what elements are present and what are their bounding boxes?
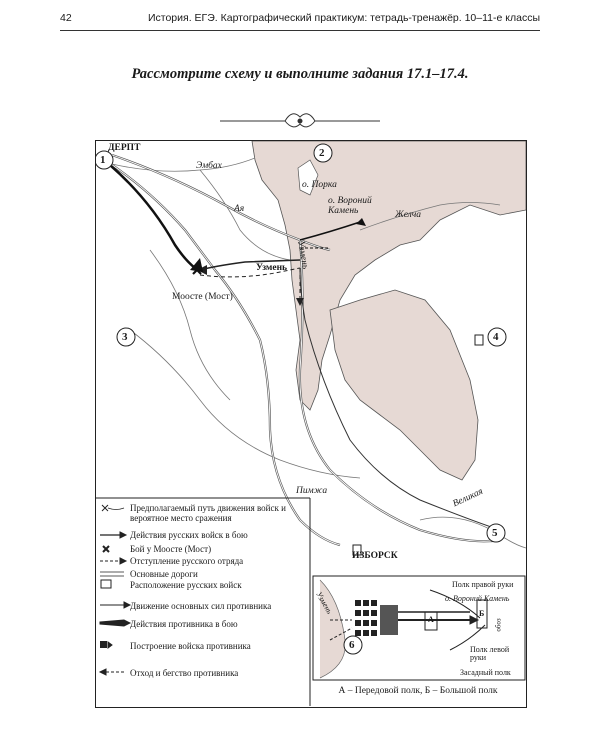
- label-dorpat: ДЕРПТ: [108, 143, 141, 153]
- inset-caption: А – Передовой полк, Б – Большой полк: [338, 686, 498, 696]
- legend-10: Отход и бегство противника: [130, 668, 239, 678]
- inset-voroniy: о. Вороний Камень: [445, 594, 510, 603]
- inset-b: Б: [479, 609, 485, 618]
- legend-3: Бой у Моосте (Мост): [130, 544, 212, 554]
- legend-6: Расположение русских войск: [130, 580, 242, 590]
- page-number: 42: [60, 12, 72, 24]
- inset-zasadny: Засадный полк: [460, 668, 511, 677]
- marker-1: 1: [100, 154, 106, 166]
- legend-1: Предполагаемый путь движения войск и вероятное место сражения: [130, 503, 286, 523]
- label-porka: о. Порка: [302, 180, 337, 190]
- label-emajogi: Эмбах: [196, 161, 222, 171]
- label-pimzha: Пимжа: [296, 486, 328, 496]
- ornament: [220, 114, 380, 127]
- legend-9: Построение войска противника: [130, 641, 251, 651]
- marker-4: 4: [493, 331, 499, 343]
- label-uzmen-river: Узмень: [295, 240, 310, 271]
- legend-2: Действия русских войск в бою: [130, 530, 248, 540]
- label-voroniy: о. Вороний Камень: [328, 196, 372, 216]
- label-velikaya: Великая: [451, 486, 485, 510]
- label-ahja: Ая: [234, 204, 245, 214]
- label-zhelcha: Желча: [395, 210, 421, 220]
- label-izborsk: ИЗБОРСК: [352, 551, 398, 561]
- marker-3: 3: [122, 331, 128, 343]
- label-mooste: Моосте (Мост): [172, 292, 233, 302]
- legend-5: Основные дороги: [130, 569, 198, 579]
- inset-a: А: [428, 615, 434, 624]
- inset-polk-right: Полк правой руки: [452, 580, 514, 589]
- running-header: История. ЕГЭ. Картографический практикум: тетрадь-тренажёр. 10–11-е классы: [147, 12, 540, 24]
- inset-oboz: обоз: [494, 618, 503, 632]
- marker-5: 5: [492, 527, 498, 539]
- legend-7: Движение основных сил противника: [130, 601, 272, 611]
- inset-river: Узмень: [314, 590, 335, 616]
- marker-6: 6: [349, 639, 355, 651]
- legend-8: Действия противника в бою: [130, 619, 238, 629]
- page-title: Рассмотрите схему и выполните задания 17.1–17.4.: [131, 66, 469, 82]
- marker-2: 2: [319, 147, 325, 159]
- inset-polk-left: Полк левой руки: [470, 645, 510, 662]
- label-uzmen: Узмень: [256, 263, 288, 273]
- legend-4: Отступление русского отряда: [130, 556, 244, 566]
